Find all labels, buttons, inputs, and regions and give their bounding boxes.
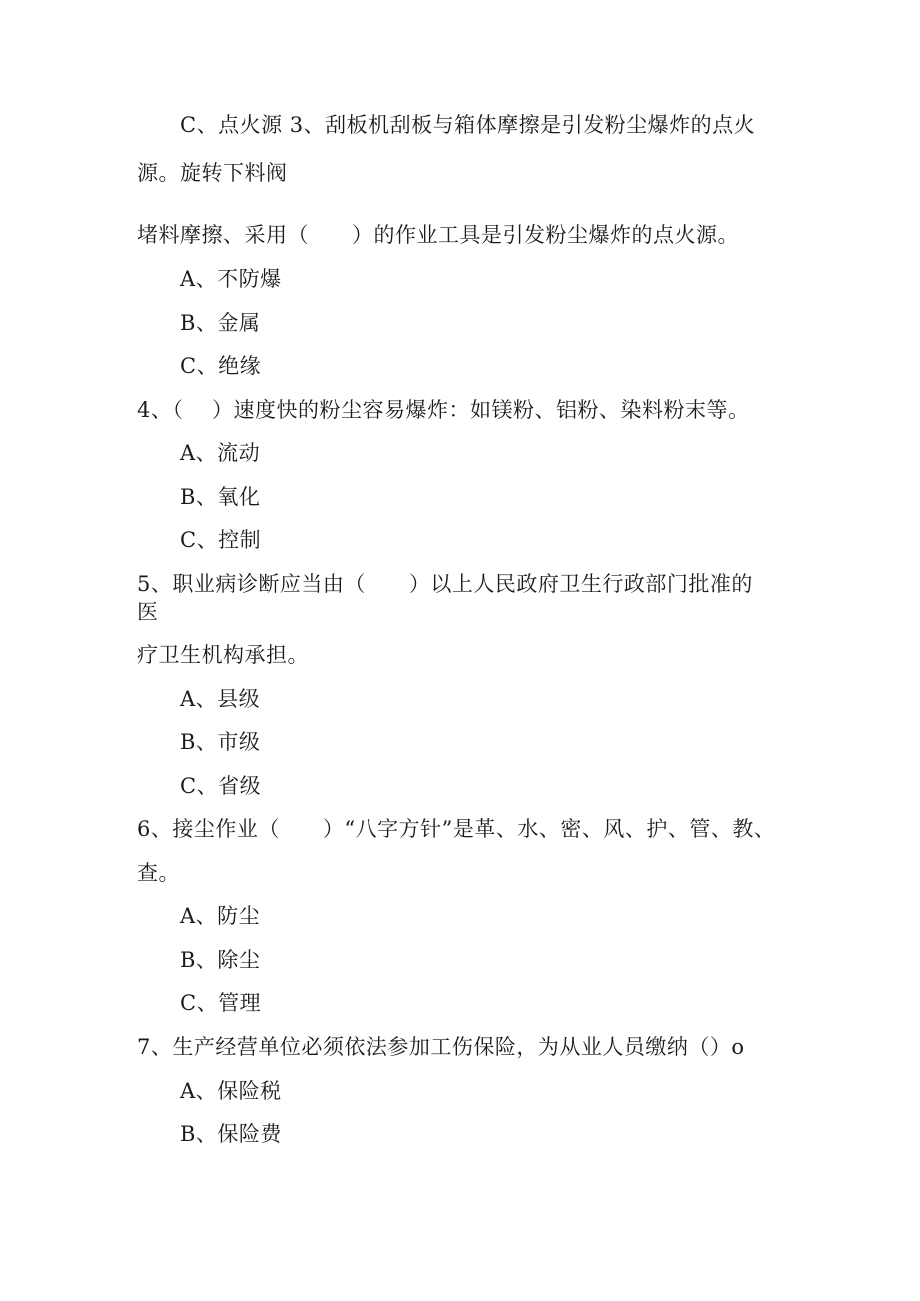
option-c: C、绝缘: [180, 354, 262, 378]
option-a: A、保险税: [180, 1079, 282, 1103]
option-c-text: C、点火源 3、刮板机刮板与箱体摩擦是引发粉尘爆炸的点火: [180, 113, 756, 137]
question-6-text: 6、接尘作业（ ）“八字方针”是革、水、密、风、护、管、教、: [137, 817, 776, 841]
option-b: B、市级: [180, 730, 261, 754]
option-a: A、防尘: [180, 904, 261, 928]
text-line: 源。旋转下料阀: [137, 161, 288, 185]
option-a: A、流动: [180, 441, 261, 465]
question-5-text: 5、职业病诊断应当由（ ）以上人民政府卫生行政部门批准的: [137, 572, 753, 596]
option-b: B、除尘: [180, 948, 261, 972]
text-line: 医: [137, 600, 159, 624]
option-c: C、管理: [180, 991, 262, 1015]
question-7-text: 7、生产经营单位必须依法参加工伤保险，为从业人员缴纳（）o: [137, 1035, 745, 1059]
option-c: C、控制: [180, 528, 262, 552]
option-c: C、省级: [180, 774, 262, 798]
option-a: A、不防爆: [180, 267, 282, 291]
text-line: 查。: [137, 861, 180, 885]
question-3-text: 堵料摩擦、采用（ ）的作业工具是引发粉尘爆炸的点火源。: [137, 223, 739, 247]
option-b: B、氧化: [180, 485, 261, 509]
option-b: B、金属: [180, 311, 261, 335]
text-line: 疗卫生机构承担。: [137, 643, 309, 667]
option-a: A、县级: [180, 687, 261, 711]
question-4-text: 4、（ ）速度快的粉尘容易爆炸：如镁粉、铝粉、染料粉末等。: [137, 398, 750, 422]
option-b: B、保险费: [180, 1122, 282, 1146]
